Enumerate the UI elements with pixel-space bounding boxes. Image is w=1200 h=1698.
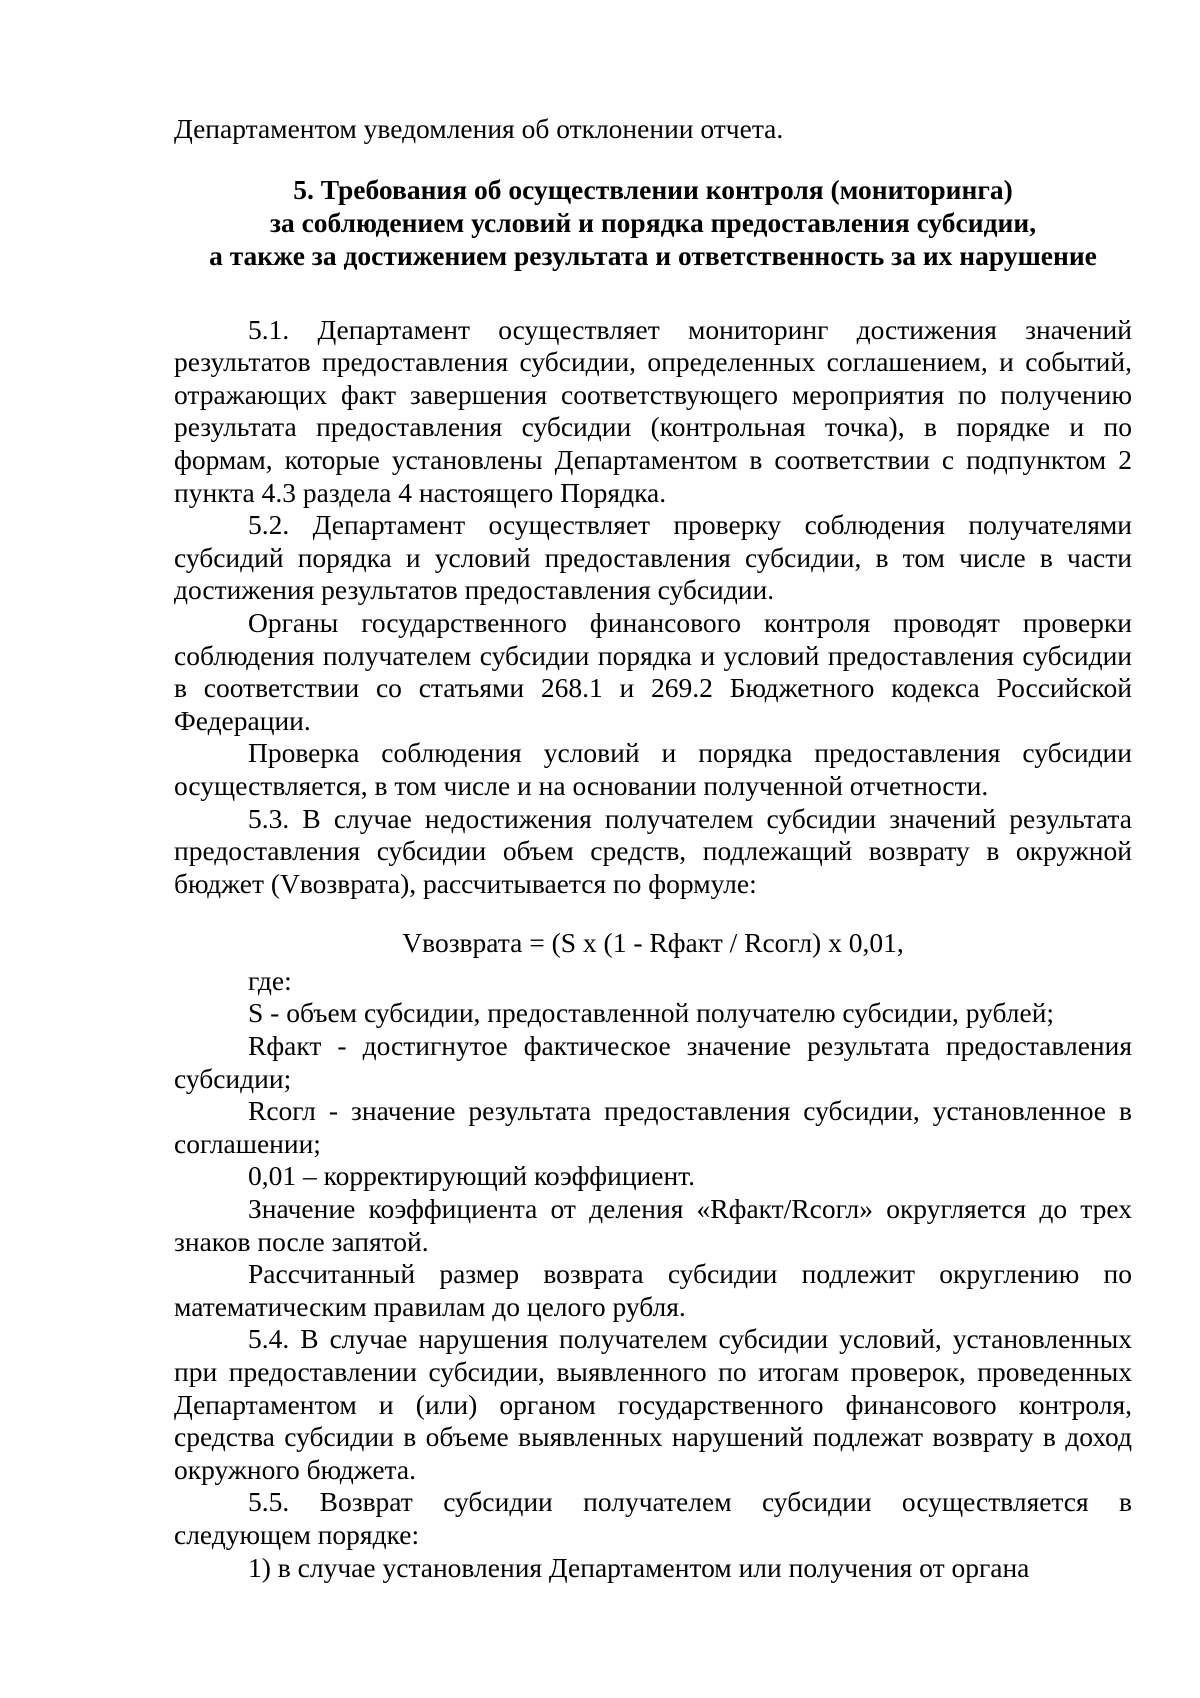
where-label: где: [248,964,292,996]
definition-rfact: Rфакт - достигнутое фактическое значение результата предоставления субсидии; [174,1030,1132,1094]
definition-s: S - объем субсидии, предоставленной получателю субсидии, рублей; [248,997,1055,1029]
paragraph-5-3: 5.3. В случае недостижения получателем субсидии значений результата предоставления субсидии объем средств, подлежащий возврату в окружной бюджет (Vвозврата), рассчитывается по формуле: [174,802,1132,899]
definition-rsogl: Rсогл - значение результата предоставления субсидии, установленное в соглашении; [174,1095,1132,1159]
heading-line-2: за соблюдением условий и порядка предоставления субсидии, [269,206,1037,238]
section-heading [174,173,1132,272]
paragraph-rounding-coefficient: Значение коэффициента от деления «Rфакт/Rсогл» округляется до трех знаков после запятой. [174,1193,1132,1257]
heading-line-3: а также за достижением результата и ответственность за их нарушение [209,239,1097,271]
document-content [174,113,1132,1584]
heading-line-1: 5. Требования об осуществлении контроля (мониторинга) [293,173,1013,205]
paragraph-control-organs: Органы государственного финансового контроля проводят проверки соблюдения получателем субсидии порядка и условий предоставления субсидии в соответствии со статьями 268.1 и 269.2 Бюджетного кодекса Российской Федерации. [174,606,1132,736]
definition-coefficient: 0,01 – корректирующий коэффициент. [248,1160,696,1192]
paragraph-rounding-amount: Рассчитанный размер возврата субсидии подлежит округлению по математическим правилам до целого рубля. [174,1258,1132,1322]
paragraph-5-4: 5.4. В случае нарушения получателем субсидии условий, установленных при предоставлении субсидии, выявленного по итогам проверок, проведенных Департаментом и (или) органом государственного финансового контроля, средства субсидии в объеме выявленных нарушений подлежат возврату в доход окружного бюджета. [174,1323,1132,1485]
paragraph-5-2: 5.2. Департамент осуществляет проверку соблюдения получателями субсидий порядка и условий предоставления субсидии, в том числе в части достижения результатов предоставления субсидии. [174,509,1132,606]
paragraph-5-1: 5.1. Департамент осуществляет мониторинг достижения значений результатов предоставления субсидии, определенных соглашением, и событий, отражающих факт завершения соответствующего мероприятия по получению результата предоставления субсидии (контрольная точка), в порядке и по формам, которые установлены Департаментом в соответствии с подпунктом 2 пункта 4.3 раздела 4 настоящего Порядка. [174,313,1132,508]
formula: Vвозврата = (S x (1 - Rфакт / Rсогл) x 0,01, [402,927,904,959]
paragraph-5-5: 5.5. Возврат субсидии получателем субсидии осуществляется в следующем порядке: [174,1486,1132,1550]
paragraph-check: Проверка соблюдения условий и порядка предоставления субсидии осуществляется, в том числе и на основании полученной отчетности. [174,737,1132,801]
list-item-1: 1) в случае установления Департаментом или получения от органа [248,1551,1030,1583]
lead-line: Департаментом уведомления об отклонении отчета. [174,113,784,144]
